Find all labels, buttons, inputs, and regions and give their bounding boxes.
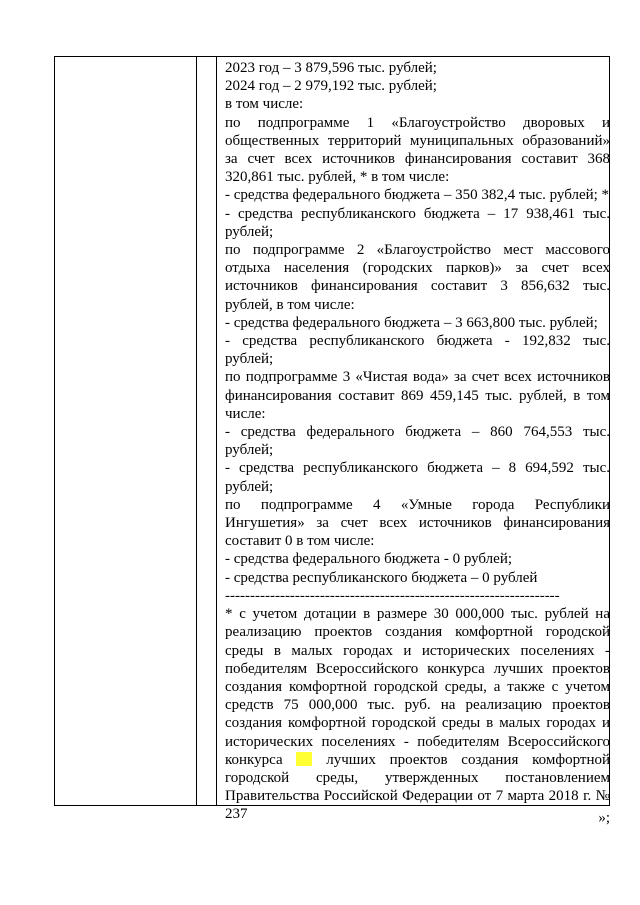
text-line: по подпрограмме 1 «Благоустройство дворовых и общественных территорий муниципальных образований» за счет всех источников финансирования составит 368 320,861 тыс. рублей, * в том числе: [225, 114, 610, 186]
column-divider [216, 57, 217, 805]
content-cell [225, 59, 610, 824]
text-line: - средства республиканского бюджета - 192,832 тыс. рублей; [225, 333, 610, 368]
text-line: - средства федерального бюджета – 3 663,800 тыс. рублей; [225, 314, 598, 331]
column-divider [196, 57, 197, 805]
text-line: - средства федерального бюджета – 860 764,553 тыс. рублей; [225, 424, 610, 459]
text-line: в том числе: [225, 96, 304, 113]
text-line: по подпрограмме 3 «Чистая вода» за счет всех источников финансирования составит 869 459,145 тыс. рублей, в том числе: [225, 369, 610, 422]
text-line: 2024 год – 2 979,192 тыс. рублей; [225, 78, 437, 95]
text-line: - средства республиканского бюджета – 17 938,461 тыс. рублей; [225, 205, 610, 240]
text-line: - средства республиканского бюджета – 8 694,592 тыс. рублей; [225, 460, 610, 495]
highlight-mark [296, 752, 312, 766]
text-line: по подпрограмме 2 «Благоустройство мест массового отдыха населения (городских парков)» за счет всех источников финансирования составит 3 856,632 тыс. рублей, в том числе: [225, 242, 610, 313]
text-line: - средства федерального бюджета - 0 рублей; [225, 551, 513, 568]
text-line: - средства федерального бюджета – 350 382,4 тыс. рублей; * [225, 187, 610, 204]
text-line: по подпрограмме 4 «Умные города Республики Ингушетия» за счет всех источников финансирования составит 0 в том числе: [225, 496, 610, 550]
footnote-text: лучших проектов создания комфортной городской среды, утвержденных постановлением Правительства Российской Федерации от 7 марта 2018 г. № 237 [225, 751, 611, 823]
footnote [225, 605, 610, 823]
footnote-separator: ------------------------------------------------------------------- [225, 587, 560, 604]
table [54, 56, 611, 823]
text-line: - средства республиканского бюджета – 0 рублей [225, 569, 538, 586]
text-line: 2023 год – 3 879,596 тыс. рублей; [225, 60, 437, 76]
footnote-text: * с учетом дотации в размере 30 000,000 тыс. рублей на реализацию проектов создания комфортной городской среды в малых городах и исторических поселениях - победителям Всероссийского конкурса лучших проектов создания комфортной городской среды, а также с учетом средств 75 000,000 тыс. руб. на реализацию проектов создания комфортной городской среды в малых городах и исторических поселениях - победителям Всероссийского конкурса [225, 606, 610, 768]
closing-quote: »; [598, 810, 610, 826]
